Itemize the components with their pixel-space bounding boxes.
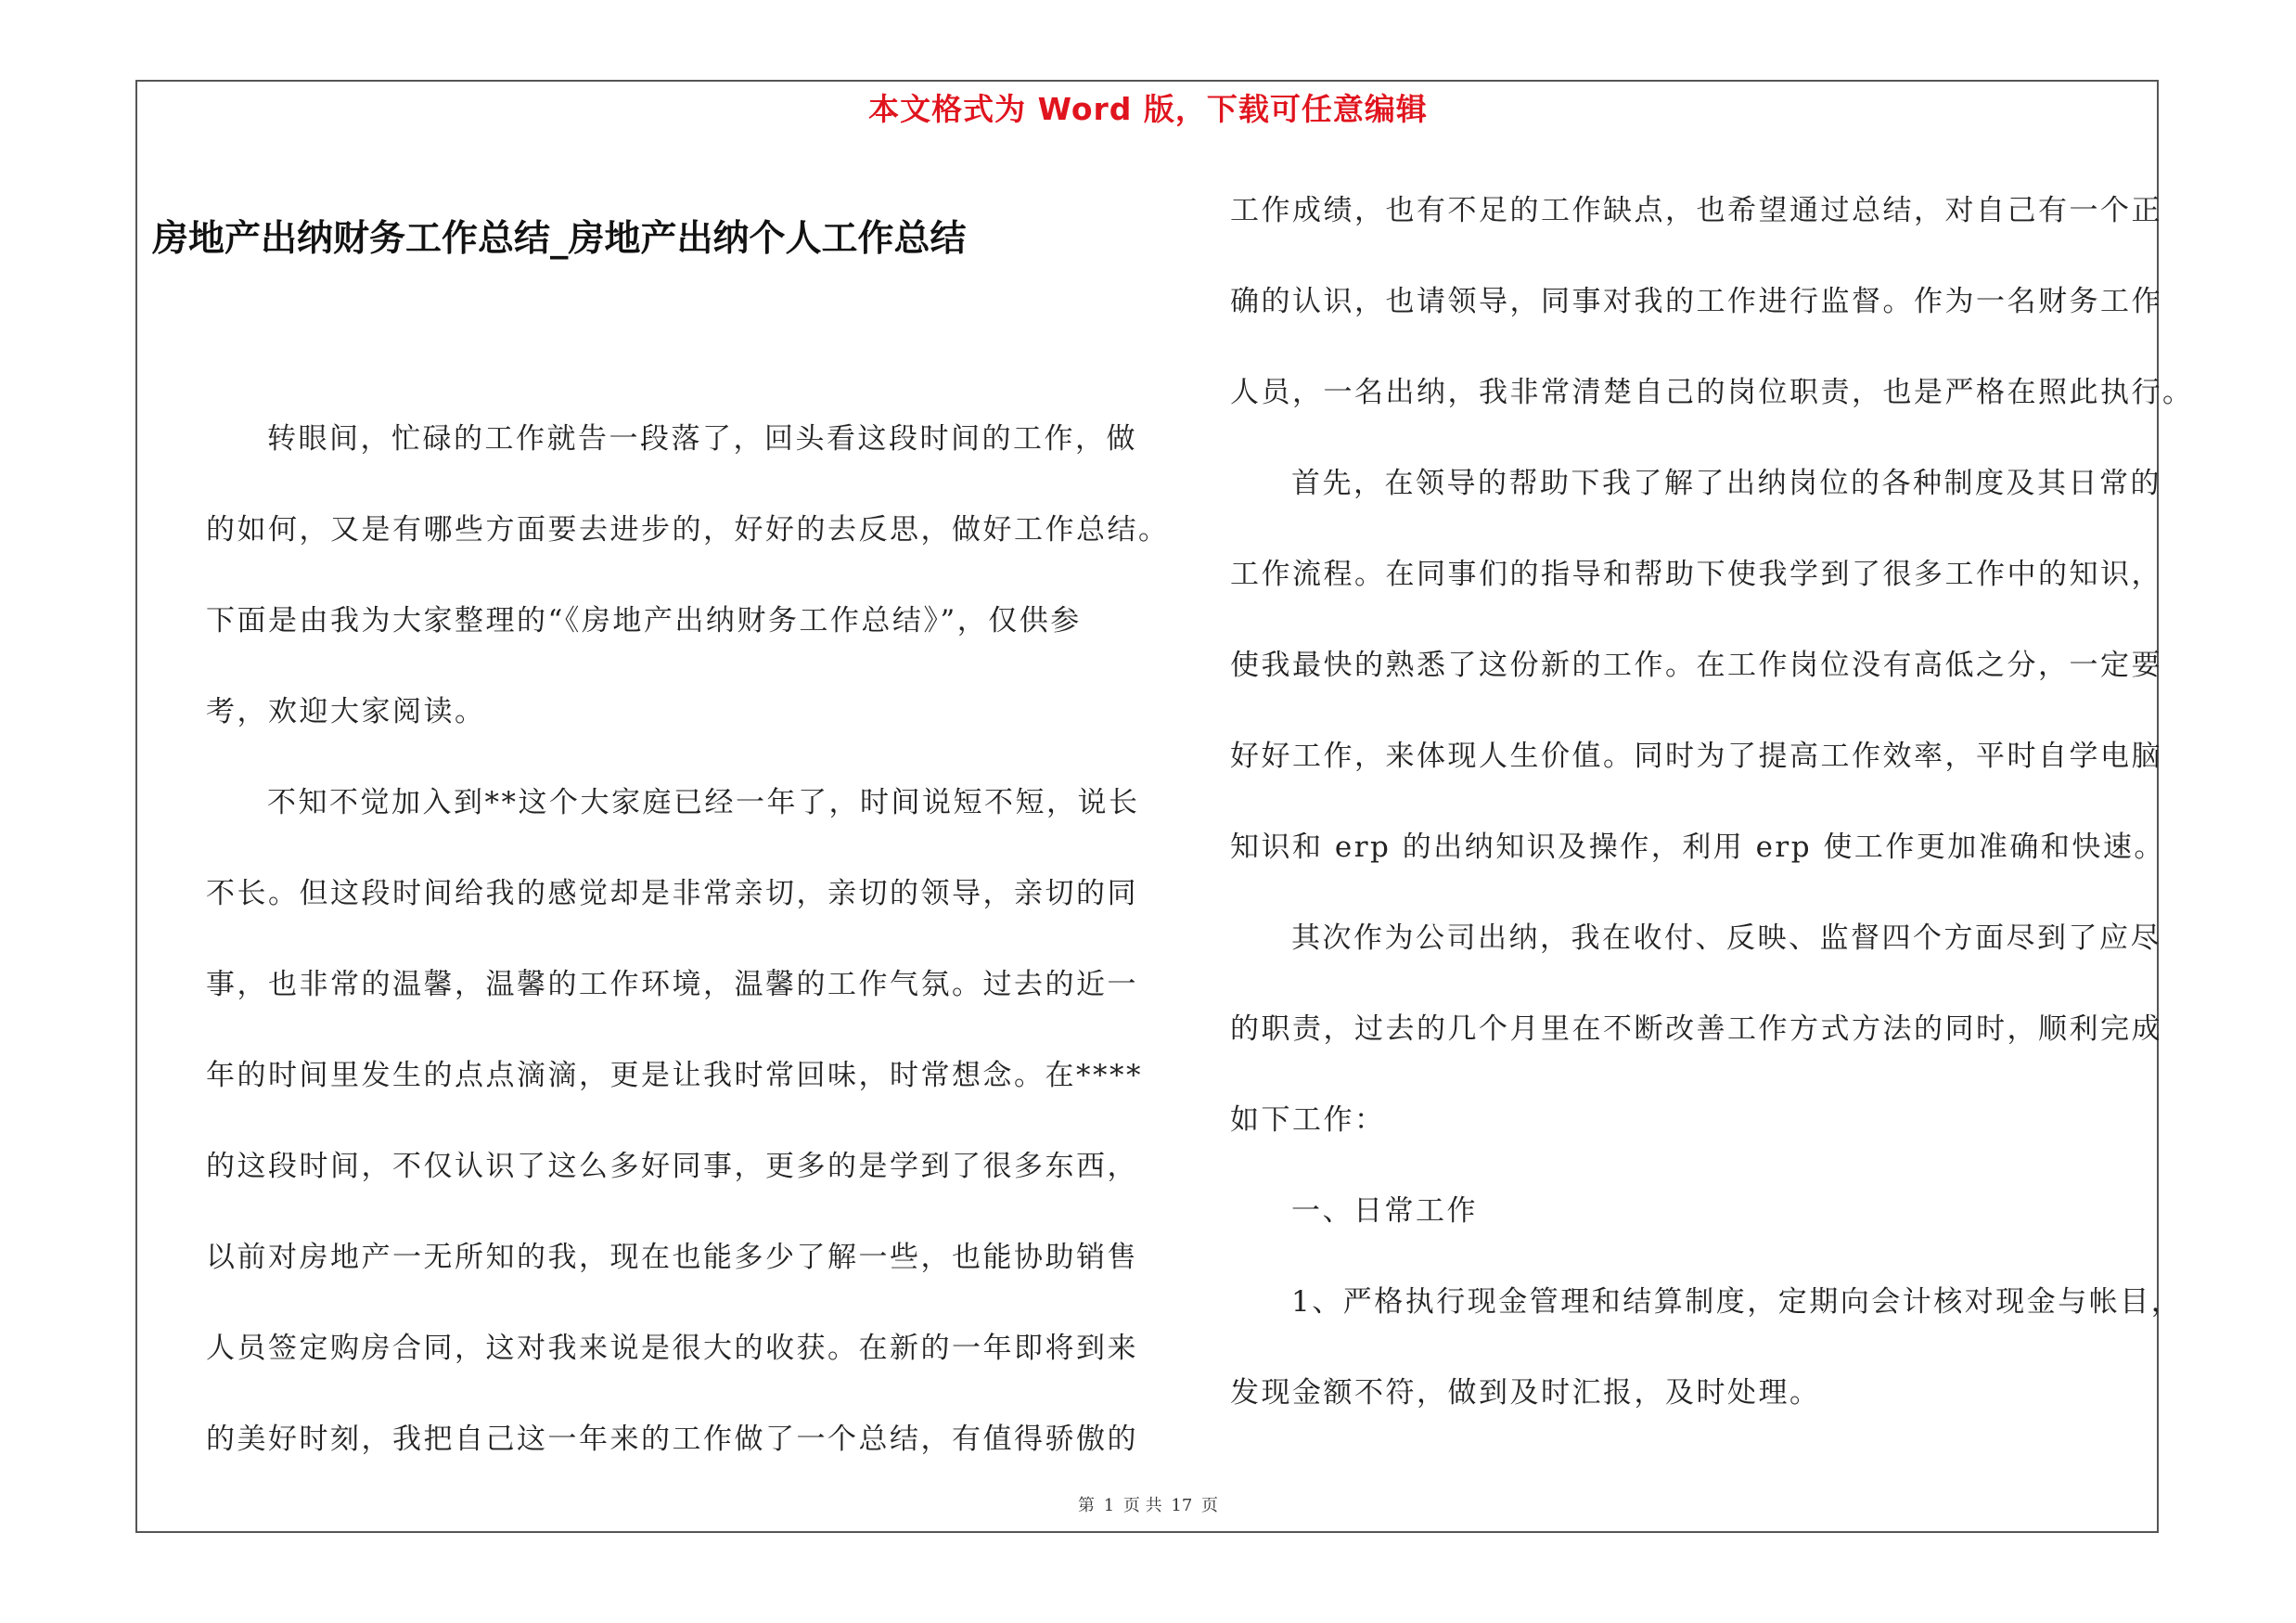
body-text-line: 发现金额不符，做到及时汇报，及时处理。 bbox=[1230, 1376, 1821, 1410]
left-column bbox=[206, 393, 1170, 1485]
footer-suffix: 页 bbox=[1201, 1496, 1219, 1515]
body-text-line: 其次作为公司出纳，我在收付、反映、监督四个方面尽到了应尽 bbox=[1291, 921, 2161, 955]
total-page-count: 17 bbox=[1171, 1496, 1193, 1515]
footer-middle: 页 共 bbox=[1122, 1496, 1162, 1515]
body-text-line: 首先，在领导的帮助下我了解了出纳岗位的各种制度及其日常的 bbox=[1291, 467, 2161, 500]
body-text-line: 事，也非常的温馨，温馨的工作环境，温馨的工作气氛。过去的近一 bbox=[206, 968, 1138, 1001]
body-text-line: 的如何，又是有哪些方面要去进步的，好好的去反思，做好工作总结。 bbox=[206, 513, 1170, 547]
body-text-line: 知识和 erp 的出纳知识及操作，利用 erp 使工作更加准确和快速。 bbox=[1230, 831, 2165, 864]
body-text-line: 人员签定购房合同，这对我来说是很大的收获。在新的一年即将到来 bbox=[206, 1332, 1138, 1365]
document-title: 房地产出纳财务工作总结_房地产出纳个人工作总结 bbox=[152, 217, 967, 260]
body-text-line: 转眼间，忙碌的工作就告一段落了，回头看这段时间的工作，做 bbox=[267, 422, 1137, 456]
body-text-line: 以前对房地产一无所知的我，现在也能多少了解一些，也能协助销售 bbox=[206, 1241, 1138, 1274]
body-text-line: 工作成绩，也有不足的工作缺点，也希望通过总结，对自己有一个正 bbox=[1230, 194, 2162, 227]
current-page-number: 1 bbox=[1103, 1496, 1115, 1515]
body-text-line: 1、严格执行现金管理和结算制度，定期向会计核对现金与帐目， bbox=[1291, 1285, 2183, 1319]
body-text-line: 的这段时间，不仅认识了这么多好同事，更多的是学到了很多东西， bbox=[206, 1150, 1138, 1183]
footer-prefix: 第 bbox=[1077, 1496, 1095, 1515]
body-text-line: 工作流程。在同事们的指导和帮助下使我学到了很多工作中的知识， bbox=[1230, 558, 2162, 591]
body-text-line: 确的认识，也请领导，同事对我的工作进行监督。作为一名财务工作 bbox=[1230, 285, 2162, 318]
body-text-line: 的美好时刻，我把自己这一年来的工作做了一个总结，有值得骄傲的 bbox=[206, 1423, 1138, 1456]
body-text-line: 考，欢迎大家阅读。 bbox=[206, 695, 486, 728]
right-column bbox=[1230, 165, 2194, 1438]
body-text-line: 一、日常工作 bbox=[1291, 1194, 1478, 1228]
page-footer bbox=[0, 1492, 2296, 1516]
body-text-line: 如下工作： bbox=[1230, 1103, 1386, 1137]
body-text-line: 不长。但这段时间给我的感觉却是非常亲切，亲切的领导，亲切的同 bbox=[206, 877, 1138, 910]
body-text-line: 年的时间里发生的点点滴滴，更是让我时常回味，时常想念。在**** bbox=[206, 1059, 1143, 1092]
body-text-line: 好好工作，来体现人生价值。同时为了提高工作效率，平时自学电脑 bbox=[1230, 740, 2162, 773]
body-text-line: 不知不觉加入到**这个大家庭已经一年了，时间说短不短，说长 bbox=[267, 786, 1140, 819]
body-text-line: 下面是由我为大家整理的“《房地产出纳财务工作总结》”，仅供参 bbox=[206, 604, 1082, 638]
body-text-line: 的职责，过去的几个月里在不断改善工作方式方法的同时，顺利完成 bbox=[1230, 1012, 2162, 1046]
format-banner: 本文格式为 Word 版，下载可任意编辑 bbox=[868, 91, 1428, 127]
body-text-line: 使我最快的熟悉了这份新的工作。在工作岗位没有高低之分，一定要 bbox=[1230, 649, 2162, 682]
body-text-line: 人员，一名出纳，我非常清楚自己的岗位职责，也是严格在照此执行。 bbox=[1230, 376, 2194, 409]
